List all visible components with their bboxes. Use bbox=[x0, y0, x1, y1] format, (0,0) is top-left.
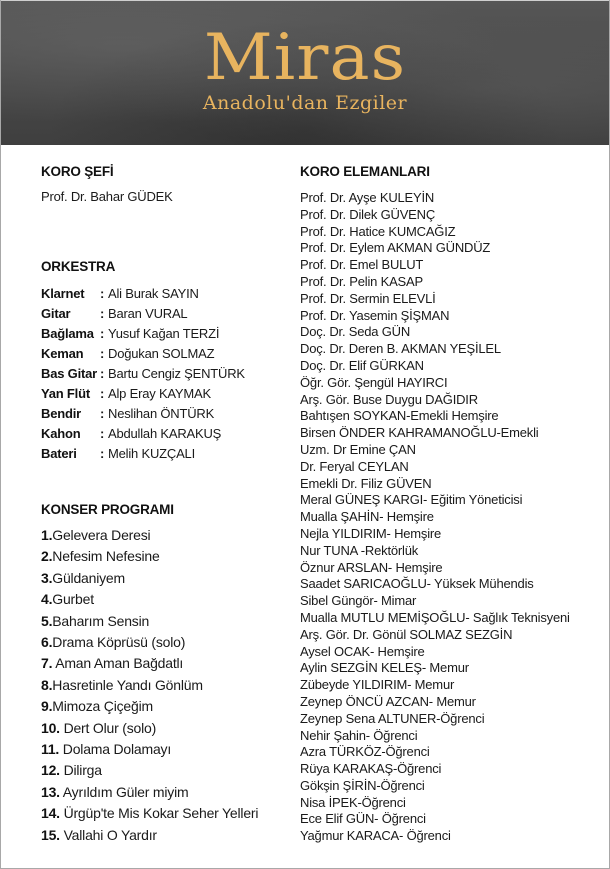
choir-member: Öznur ARSLAN- Hemşire bbox=[300, 559, 443, 575]
separator: : bbox=[100, 286, 105, 301]
choir-member: Prof. Dr. Sermin ELEVLİ bbox=[300, 290, 436, 306]
song-number: 2. bbox=[41, 548, 53, 565]
choir-member: Prof. Dr. Dilek GÜVENÇ bbox=[300, 206, 436, 222]
program-item bbox=[41, 675, 291, 696]
song-title: Güldaniyem bbox=[52, 569, 125, 586]
song-number: 15. bbox=[41, 826, 60, 843]
choir-member: Prof. Dr. Emel BULUT bbox=[300, 257, 424, 273]
musician-name: Ali Burak SAYIN bbox=[108, 286, 199, 301]
orchestra-member bbox=[41, 424, 291, 444]
song-number: 1. bbox=[41, 527, 53, 543]
musician-name: Melih KUZÇALI bbox=[108, 446, 195, 461]
choir-members-list bbox=[300, 190, 600, 845]
instrument-label: Bağlama bbox=[41, 326, 94, 341]
orchestra-member bbox=[41, 384, 291, 404]
orchestra-member bbox=[41, 364, 291, 384]
song-title: Baharım Sensin bbox=[52, 612, 150, 629]
instrument-label: Gitar bbox=[41, 306, 71, 321]
program-item bbox=[41, 546, 291, 567]
song-number: 12. bbox=[41, 762, 60, 779]
separator: : bbox=[100, 386, 105, 401]
choir-member: Ece Elif GÜN- Öğrenci bbox=[300, 811, 426, 827]
instrument-label: Yan Flüt bbox=[41, 386, 90, 401]
program-list bbox=[41, 525, 291, 846]
program-item bbox=[41, 739, 291, 760]
song-title: Dolama Dolamayı bbox=[59, 741, 172, 758]
song-number: 10. bbox=[41, 719, 60, 736]
choir-member: Öğr. Gör. Şengül HAYIRCI bbox=[300, 374, 448, 390]
song-number: 5. bbox=[41, 612, 53, 629]
song-title: Dert Olur (solo) bbox=[59, 719, 157, 736]
separator: : bbox=[100, 306, 105, 321]
song-number: 3. bbox=[41, 569, 53, 586]
song-title: Gelevera Deresi bbox=[52, 527, 151, 543]
orchestra-member bbox=[41, 324, 291, 344]
song-title: Drama Köprüsü (solo) bbox=[52, 634, 186, 651]
choir-member: Bahtışen SOYKAN-Emekli Hemşire bbox=[300, 408, 499, 424]
choir-member: Sibel Güngör- Mimar bbox=[300, 593, 417, 609]
song-number: 7. bbox=[41, 655, 53, 672]
choir-member: Mualla MUTLU MEMİŞOĞLU- Sağlık Teknisyeni bbox=[300, 609, 570, 625]
choir-member: Birsen ÖNDER KAHRAMANOĞLU-Emekli bbox=[300, 425, 539, 441]
choir-member: Prof. Dr. Yasemin ŞİŞMAN bbox=[300, 307, 450, 323]
choir-member: Meral GÜNEŞ KARGI- Eğitim Yöneticisi bbox=[300, 492, 523, 508]
program-item bbox=[41, 589, 291, 610]
instrument-label: Klarnet bbox=[41, 286, 85, 301]
event-subtitle: Anadolu'dan Ezgiler bbox=[202, 92, 408, 114]
song-title: Aman Aman Bağdatlı bbox=[52, 655, 184, 672]
song-title: Nefesim Nefesine bbox=[52, 548, 160, 565]
program-item bbox=[41, 825, 291, 846]
instrument-label: Kahon bbox=[41, 426, 81, 441]
orchestra-member bbox=[41, 344, 291, 364]
orchestra-member bbox=[41, 304, 291, 324]
choir-member: Dr. Feryal CEYLAN bbox=[300, 458, 409, 474]
choir-member: Rüya KARAKAŞ-Öğrenci bbox=[300, 761, 442, 777]
choir-member: Zübeyde YILDIRIM- Memur bbox=[300, 677, 455, 693]
choir-member: Arş. Gör. Dr. Gönül SOLMAZ SEZGİN bbox=[300, 626, 513, 642]
separator: : bbox=[100, 346, 105, 361]
choir-member: Zeynep ÖNCÜ AZCAN- Memur bbox=[300, 693, 476, 709]
separator: : bbox=[100, 406, 105, 421]
event-title: Miras bbox=[203, 21, 407, 95]
orchestra-member bbox=[41, 444, 291, 464]
choir-member: Prof. Dr. Ayşe KULEYİN bbox=[300, 190, 435, 205]
song-title: Mimoza Çiçeğim bbox=[52, 698, 153, 715]
program-item bbox=[41, 718, 291, 739]
conductor-heading: KORO ŞEFİ bbox=[41, 164, 114, 179]
choir-member: Prof. Dr. Pelin KASAP bbox=[300, 273, 423, 289]
choir-member: Uzm. Dr Emine ÇAN bbox=[300, 441, 416, 457]
song-number: 11. bbox=[41, 741, 60, 758]
program-heading: KONSER PROGRAMI bbox=[41, 502, 174, 517]
choir-member: Yağmur KARACA- Öğrenci bbox=[300, 828, 451, 844]
song-number: 13. bbox=[41, 783, 60, 800]
program-item bbox=[41, 632, 291, 653]
musician-name: Abdullah KARAKUŞ bbox=[108, 426, 222, 441]
choir-member: Doç. Dr. Seda GÜN bbox=[300, 324, 411, 340]
musician-name: Yusuf Kağan TERZİ bbox=[108, 326, 220, 341]
instrument-label: Bendir bbox=[41, 406, 81, 421]
choir-members-heading: KORO ELEMANLARI bbox=[300, 164, 430, 179]
choir-member: Doç. Dr. Elif GÜRKAN bbox=[300, 357, 424, 373]
choir-member: Mualla ŞAHİN- Hemşire bbox=[300, 509, 434, 525]
left-column bbox=[41, 163, 291, 846]
choir-member: Aylin SEZGİN KELEŞ- Memur bbox=[300, 660, 469, 676]
orchestra-heading: ORKESTRA bbox=[41, 259, 116, 274]
program-item bbox=[41, 653, 291, 674]
program-item bbox=[41, 760, 291, 781]
song-number: 6. bbox=[41, 634, 53, 651]
choir-member: Zeynep Sena ALTUNER-Öğrenci bbox=[300, 710, 485, 726]
choir-member: Gökşin ŞİRİN-Öğrenci bbox=[300, 777, 425, 793]
program-item bbox=[41, 782, 291, 803]
choir-member: Prof. Dr. Eylem AKMAN GÜNDÜZ bbox=[300, 240, 491, 256]
orchestra-member bbox=[41, 404, 291, 424]
song-number: 8. bbox=[41, 676, 53, 693]
choir-member: Arş. Gör. Buse Duygu DAĞIDIR bbox=[300, 391, 478, 407]
separator: : bbox=[100, 326, 105, 341]
song-title: Dilirga bbox=[59, 762, 102, 779]
program-item bbox=[41, 696, 291, 717]
choir-member: Nur TUNA -Rektörlük bbox=[300, 542, 419, 558]
separator: : bbox=[100, 366, 105, 381]
song-title: Ayrıldım Güler miyim bbox=[59, 783, 189, 800]
choir-member: Nejla YILDIRIM- Hemşire bbox=[300, 525, 442, 541]
choir-member: Prof. Dr. Hatice KUMCAĞIZ bbox=[300, 223, 456, 239]
program-item bbox=[41, 611, 291, 632]
orchestra-list bbox=[41, 284, 291, 464]
musician-name: Doğukan SOLMAZ bbox=[108, 346, 215, 361]
program-item bbox=[41, 568, 291, 589]
musician-name: Baran VURAL bbox=[108, 306, 188, 321]
song-title: Gurbet bbox=[52, 591, 94, 608]
song-title: Ürgüp'te Mis Kokar Seher Yelleri bbox=[59, 805, 259, 822]
musician-name: Alp Eray KAYMAK bbox=[108, 386, 211, 401]
choir-member: Aysel OCAK- Hemşire bbox=[300, 643, 425, 659]
instrument-label: Keman bbox=[41, 346, 84, 361]
program-item bbox=[41, 525, 291, 546]
separator: : bbox=[100, 426, 105, 441]
musician-name: Neslihan ÖNTÜRK bbox=[108, 406, 215, 421]
conductor-name: Prof. Dr. Bahar GÜDEK bbox=[41, 189, 173, 204]
song-number: 14. bbox=[41, 805, 60, 822]
choir-member: Emekli Dr. Filiz GÜVEN bbox=[300, 475, 432, 491]
song-number: 4. bbox=[41, 591, 53, 608]
song-number: 9. bbox=[41, 698, 53, 715]
instrument-label: Bas Gitar bbox=[41, 366, 98, 381]
program-item bbox=[41, 803, 291, 824]
choir-member: Doç. Dr. Deren B. AKMAN YEŞİLEL bbox=[300, 341, 501, 357]
song-title: Vallahi O Yardır bbox=[59, 826, 157, 843]
right-column bbox=[300, 163, 600, 845]
choir-member: Azra TÜRKÖZ-Öğrenci bbox=[300, 744, 430, 760]
choir-member: Saadet SARICAOĞLU- Yüksek Mühendis bbox=[300, 576, 534, 592]
separator: : bbox=[100, 446, 105, 461]
header-banner bbox=[1, 0, 609, 145]
musician-name: Bartu Cengiz ŞENTÜRK bbox=[108, 366, 245, 381]
song-title: Hasretinle Yandı Gönlüm bbox=[52, 676, 203, 693]
orchestra-member bbox=[41, 284, 291, 304]
choir-member: Nisa İPEK-Öğrenci bbox=[300, 794, 406, 810]
instrument-label: Bateri bbox=[41, 446, 77, 461]
choir-member: Nehir Şahin- Öğrenci bbox=[300, 727, 418, 743]
